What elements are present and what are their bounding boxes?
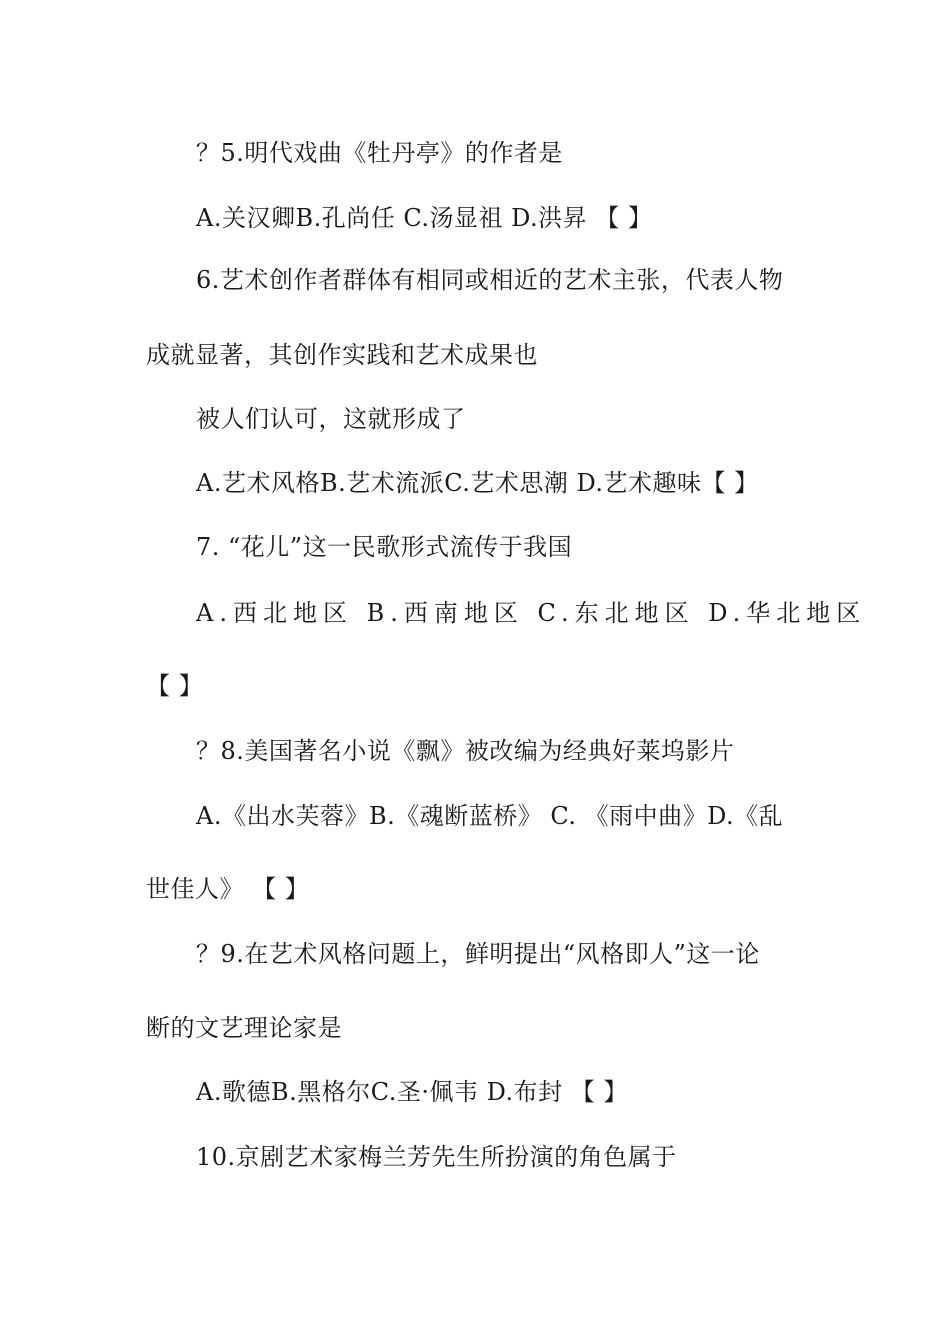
question-9-stem-line-1: ？9.在艺术风格问题上，鲜明提出“风格即人”这一论: [196, 940, 760, 968]
question-6-stem-line-3: 被人们认可，这就形成了: [196, 405, 466, 433]
question-6-stem-line-2: 成就显著，其创作实践和艺术成果也: [146, 341, 538, 369]
question-8-stem: ？8.美国著名小说《飘》被改编为经典好莱坞影片: [196, 737, 735, 765]
question-8-options-line-1: A.《出水芙蓉》B.《魂断蓝桥》 C. 《雨中曲》D.《乱: [196, 802, 784, 830]
question-9-stem-line-2: 断的文艺理论家是: [146, 1014, 342, 1042]
question-5-options: A.关汉卿B.孔尚任 C.汤显祖 D.洪昇 【 】: [196, 204, 653, 232]
question-6-options: A.艺术风格B.艺术流派C.艺术思潮 D.艺术趣味【 】: [196, 469, 759, 497]
question-8-options-line-2: 世佳人》 【 】: [146, 875, 310, 903]
question-9-options: A.歌德B.黑格尔C.圣·佩韦 D.布封 【 】: [196, 1078, 628, 1106]
question-7-options: A.西北地区 B.西南地区 C.东北地区 D.华北地区: [196, 599, 867, 627]
question-7-stem: 7. “花儿”这一民歌形式流传于我国: [196, 533, 573, 561]
question-6-stem-line-1: 6.艺术创作者群体有相同或相近的艺术主张，代表人物: [196, 266, 784, 294]
question-10-stem: 10.京剧艺术家梅兰芳先生所扮演的角色属于: [196, 1143, 677, 1171]
question-7-answer-bracket: 【 】: [146, 672, 204, 700]
question-5-stem: ？5.明代戏曲《牡丹亭》的作者是: [196, 139, 563, 167]
